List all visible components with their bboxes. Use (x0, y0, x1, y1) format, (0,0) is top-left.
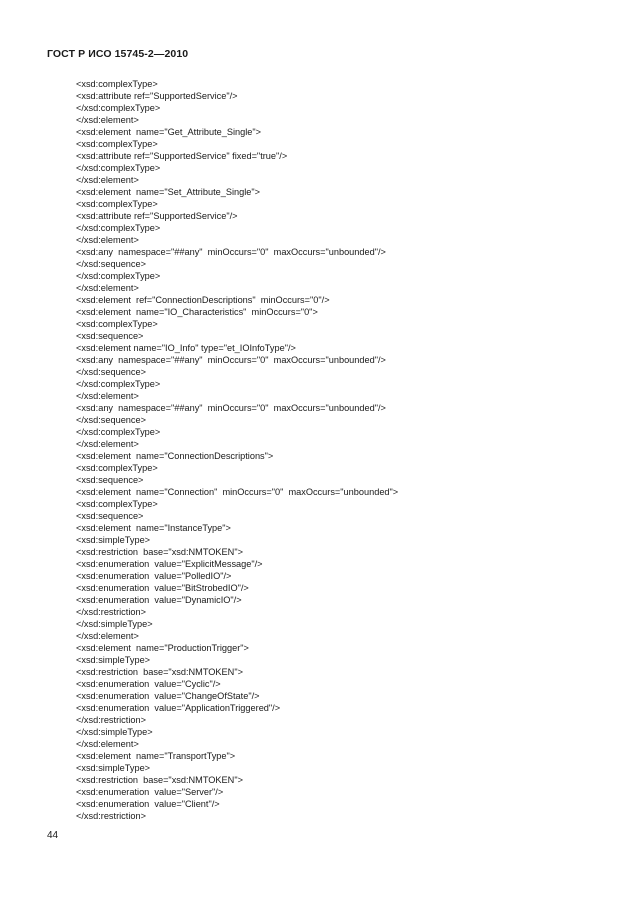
code-line: </xsd:restriction> (76, 811, 146, 821)
code-line: <xsd:element name="TransportType"> (76, 751, 236, 761)
code-line: <xsd:simpleType> (76, 535, 151, 545)
code-line: <xsd:enumeration value="BitStrobedIO"/> (76, 583, 249, 593)
code-line: <xsd:enumeration value="ExplicitMessage"/> (76, 559, 263, 569)
code-line: <xsd:complexType> (76, 199, 158, 209)
code-line: <xsd:restriction base="xsd:NMTOKEN"> (76, 547, 243, 557)
xsd-code-listing (76, 78, 596, 822)
code-line: </xsd:complexType> (76, 379, 161, 389)
code-line: </xsd:element> (76, 739, 139, 749)
code-line: <xsd:any namespace="##any" minOccurs="0" maxOccurs="unbounded"/> (76, 403, 386, 413)
code-line: </xsd:element> (76, 283, 139, 293)
code-line: <xsd:complexType> (76, 79, 158, 89)
code-line: </xsd:element> (76, 631, 139, 641)
code-line: <xsd:attribute ref="SupportedService" fixed="true"/> (76, 151, 288, 161)
code-line: </xsd:restriction> (76, 715, 146, 725)
code-line: </xsd:simpleType> (76, 619, 153, 629)
code-line: <xsd:complexType> (76, 499, 158, 509)
code-line: <xsd:restriction base="xsd:NMTOKEN"> (76, 667, 243, 677)
code-line: <xsd:element name="InstanceType"> (76, 523, 231, 533)
code-line: <xsd:restriction base="xsd:NMTOKEN"> (76, 775, 243, 785)
code-line: <xsd:enumeration value="DynamicIO"/> (76, 595, 242, 605)
code-line: <xsd:simpleType> (76, 655, 151, 665)
code-line: <xsd:simpleType> (76, 763, 151, 773)
code-line: <xsd:attribute ref="SupportedService"/> (76, 91, 238, 101)
code-line: </xsd:complexType> (76, 223, 161, 233)
code-line: <xsd:sequence> (76, 475, 144, 485)
document-header: ГОСТ Р ИСО 15745-2—2010 (47, 48, 189, 60)
code-line: </xsd:sequence> (76, 415, 146, 425)
code-line: </xsd:restriction> (76, 607, 146, 617)
code-line: <xsd:element ref="ConnectionDescriptions" minOccurs="0"/> (76, 295, 330, 305)
code-line: </xsd:element> (76, 391, 139, 401)
code-line: <xsd:attribute ref="SupportedService"/> (76, 211, 238, 221)
code-line: <xsd:sequence> (76, 331, 144, 341)
code-line: <xsd:element name="Connection" minOccurs="0" maxOccurs="unbounded"> (76, 487, 399, 497)
code-line: </xsd:complexType> (76, 427, 161, 437)
code-line: </xsd:sequence> (76, 367, 146, 377)
code-line: <xsd:complexType> (76, 319, 158, 329)
code-line: <xsd:any namespace="##any" minOccurs="0" maxOccurs="unbounded"/> (76, 247, 386, 257)
code-line: </xsd:simpleType> (76, 727, 153, 737)
code-line: <xsd:enumeration value="Server"/> (76, 787, 224, 797)
code-line: <xsd:element name="ConnectionDescriptions"> (76, 451, 274, 461)
code-line: <xsd:enumeration value="Cyclic"/> (76, 679, 221, 689)
code-line: <xsd:element name="ProductionTrigger"> (76, 643, 249, 653)
code-line: <xsd:element name="Set_Attribute_Single"> (76, 187, 261, 197)
code-line: <xsd:enumeration value="ChangeOfState"/> (76, 691, 260, 701)
code-line: <xsd:element name="IO_Info" type="et_IOInfoType"/> (76, 343, 296, 353)
page-number: 44 (47, 830, 59, 841)
code-line: <xsd:complexType> (76, 139, 158, 149)
code-line: </xsd:complexType> (76, 271, 161, 281)
code-line: <xsd:complexType> (76, 463, 158, 473)
code-line: </xsd:element> (76, 115, 139, 125)
code-line: <xsd:sequence> (76, 511, 144, 521)
code-line: </xsd:complexType> (76, 163, 161, 173)
code-line: <xsd:enumeration value="PolledIO"/> (76, 571, 232, 581)
code-line: </xsd:sequence> (76, 259, 146, 269)
code-line: <xsd:element name="IO_Characteristics" minOccurs="0"> (76, 307, 318, 317)
code-line: </xsd:element> (76, 175, 139, 185)
code-line: </xsd:element> (76, 235, 139, 245)
code-line: <xsd:element name="Get_Attribute_Single"> (76, 127, 262, 137)
code-line: </xsd:complexType> (76, 103, 161, 113)
code-line: </xsd:element> (76, 439, 139, 449)
code-line: <xsd:enumeration value="Client"/> (76, 799, 220, 809)
code-line: <xsd:enumeration value="ApplicationTriggered"/> (76, 703, 281, 713)
code-line: <xsd:any namespace="##any" minOccurs="0" maxOccurs="unbounded"/> (76, 355, 386, 365)
